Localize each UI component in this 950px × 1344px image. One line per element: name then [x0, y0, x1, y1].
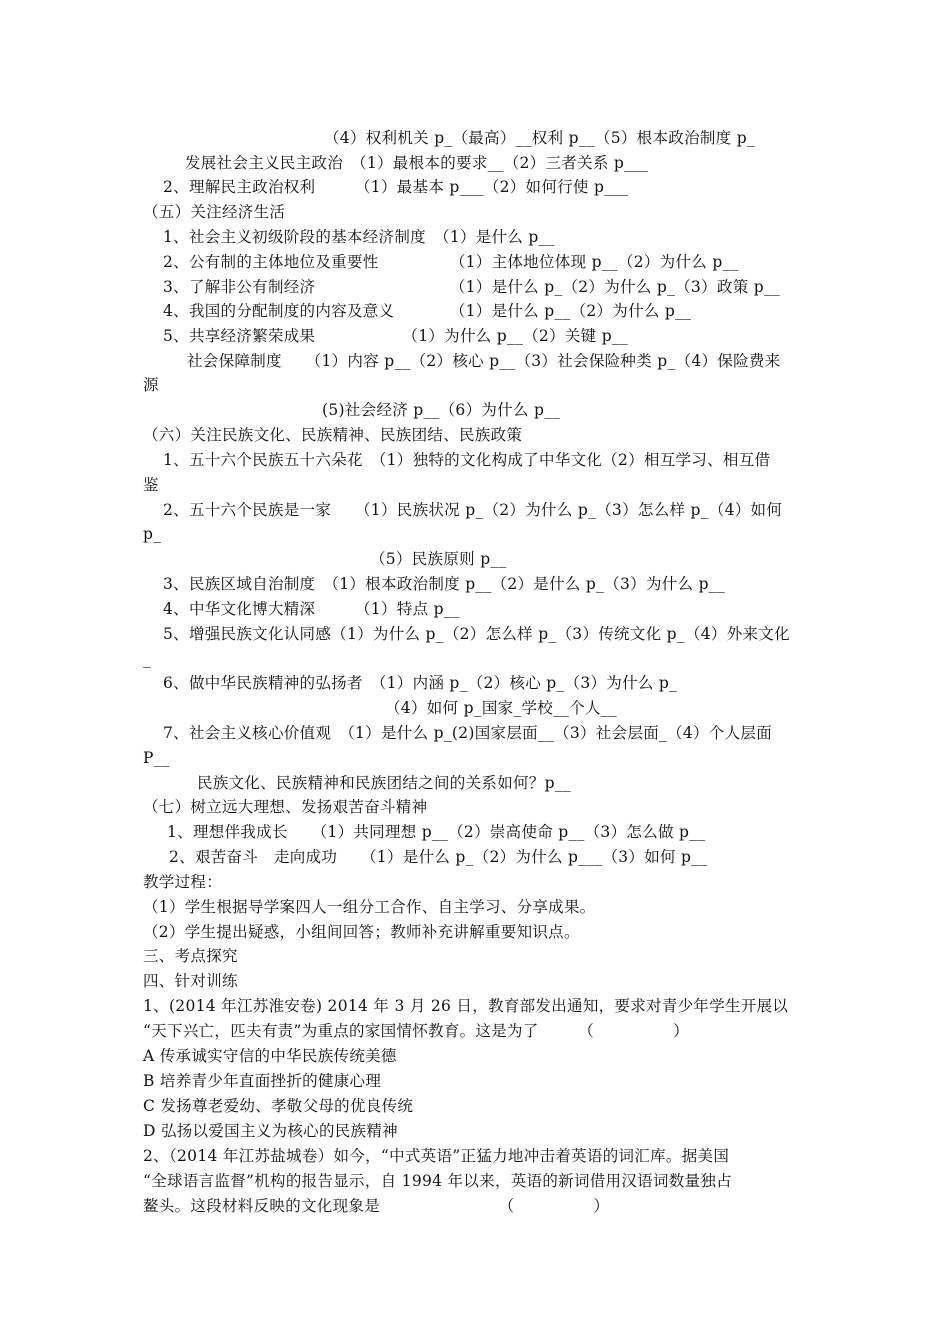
- text-line: 2、艰苦奋斗 走向成功 （1）是什么 p_（2）为什么 p___（3）如何 p__: [169, 848, 708, 866]
- text-line: （4）权利机关 p_（最高）__权利 p__（5）根本政治制度 p_: [324, 129, 755, 147]
- option-a: A 传承诚实守信的中华民族传统美德: [143, 1047, 397, 1065]
- text-line: 2、理解民主政治权利 （1）最基本 p___（2）如何行使 p___: [163, 178, 629, 196]
- text-line: P__: [143, 749, 170, 767]
- text-line: 1、理想伴我成长 （1）共同理想 p__（2）崇高使命 p__（3）怎么做 p__: [167, 823, 706, 841]
- text-line: 4、中华文化博大精深 （1）特点 p__: [163, 600, 460, 618]
- text-line: （1）学生根据导学案四人一组分工合作、自主学习、分享成果。: [143, 898, 596, 916]
- option-b: B 培养青少年直面挫折的健康心理: [143, 1072, 382, 1090]
- question-1-stem: “天下兴亡，匹夫有责”为重点的家国情怀教育。这是为了 （ ）: [143, 1022, 689, 1040]
- text-line: 6、做中华民族精神的弘扬者 （1）内涵 p_（2）核心 p_（3）为什么 p_: [163, 674, 678, 692]
- question-2-stem: 鳌头。这段材料反映的文化现象是 （ ）: [143, 1197, 610, 1215]
- section-heading: 四、针对训练: [143, 972, 238, 990]
- text-line: _: [143, 650, 152, 668]
- text-line: 鉴: [143, 476, 159, 494]
- text-line: 发展社会主义民主政治 （1）最根本的要求__（2）三者关系 p___: [185, 154, 649, 172]
- option-c: C 发扬尊老爱幼、孝敬父母的优良传统: [143, 1097, 414, 1115]
- section-heading: （七）树立远大理想、发扬艰苦奋斗精神: [143, 798, 428, 816]
- text-line: 7、社会主义核心价值观 （1）是什么 p_(2)国家层面__（3）社会层面_（4）个人层面: [163, 724, 773, 742]
- text-line: 源: [143, 376, 159, 394]
- text-line: 3、了解非公有制经济 （1）是什么 p_（2）为什么 p_（3）政策 p__: [163, 278, 781, 296]
- text-line: （4）如何 p_国家_学校__个人__: [385, 699, 617, 717]
- text-line: 教学过程：: [143, 873, 223, 891]
- text-line: p_: [143, 525, 162, 543]
- text-line: (5)社会经济 p__（6）为什么 p__: [322, 401, 561, 419]
- text-line: 民族文化、民族精神和民族团结之间的关系如何？p__: [197, 774, 571, 792]
- section-heading: 三、考点探究: [143, 947, 238, 965]
- text-line: 4、我国的分配制度的内容及意义 （1）是什么 p__（2）为什么 p__: [163, 302, 692, 320]
- text-line: 2、五十六个民族是一家 （1）民族状况 p_（2）为什么 p_（3）怎么样 p_（4）如何: [163, 501, 783, 519]
- section-heading: （六）关注民族文化、民族精神、民族团结、民族政策: [143, 426, 523, 444]
- text-line: （5）民族原则 p__: [370, 550, 507, 568]
- question-2-stem: “全球语言监督”机构的报告显示，自 1994 年以来，英语的新词借用汉语词数量独占: [143, 1172, 732, 1190]
- section-heading: （五）关注经济生活: [143, 203, 286, 221]
- text-line: 1、五十六个民族五十六朵花 （1）独特的文化构成了中华文化（2）相互学习、相互借: [163, 451, 771, 469]
- text-line: 5、增强民族文化认同感（1）为什么 p_（2）怎么样 p_（3）传统文化 p_（4）外来文化: [163, 625, 790, 643]
- text-line: 社会保障制度 （1）内容 p__（2）核心 p__（3）社会保险种类 p_（4）保险费来: [187, 352, 781, 370]
- question-1-stem: 1、(2014 年江苏淮安卷) 2014 年 3 月 26 日，教育部发出通知，要求对青少年学生开展以: [143, 997, 789, 1015]
- question-2-stem: 2、（2014 年江苏盐城卷）如今，“中式英语”正猛力地冲击着英语的词汇库。据美国: [143, 1147, 730, 1165]
- text-line: 1、社会主义初级阶段的基本经济制度 （1）是什么 p__: [163, 228, 555, 246]
- text-line: （2）学生提出疑惑，小组间回答；教师补充讲解重要知识点。: [143, 923, 580, 941]
- text-line: 3、民族区域自治制度 （1）根本政治制度 p__（2）是什么 p_（3）为什么 p__: [163, 575, 725, 593]
- option-d: D 弘扬以爱国主义为核心的民族精神: [143, 1122, 398, 1140]
- text-line: 5、共享经济繁荣成果 （1）为什么 p__（2）关键 p__: [163, 327, 629, 345]
- text-line: 2、公有制的主体地位及重要性 （1）主体地位体现 p__（2）为什么 p__: [163, 253, 739, 271]
